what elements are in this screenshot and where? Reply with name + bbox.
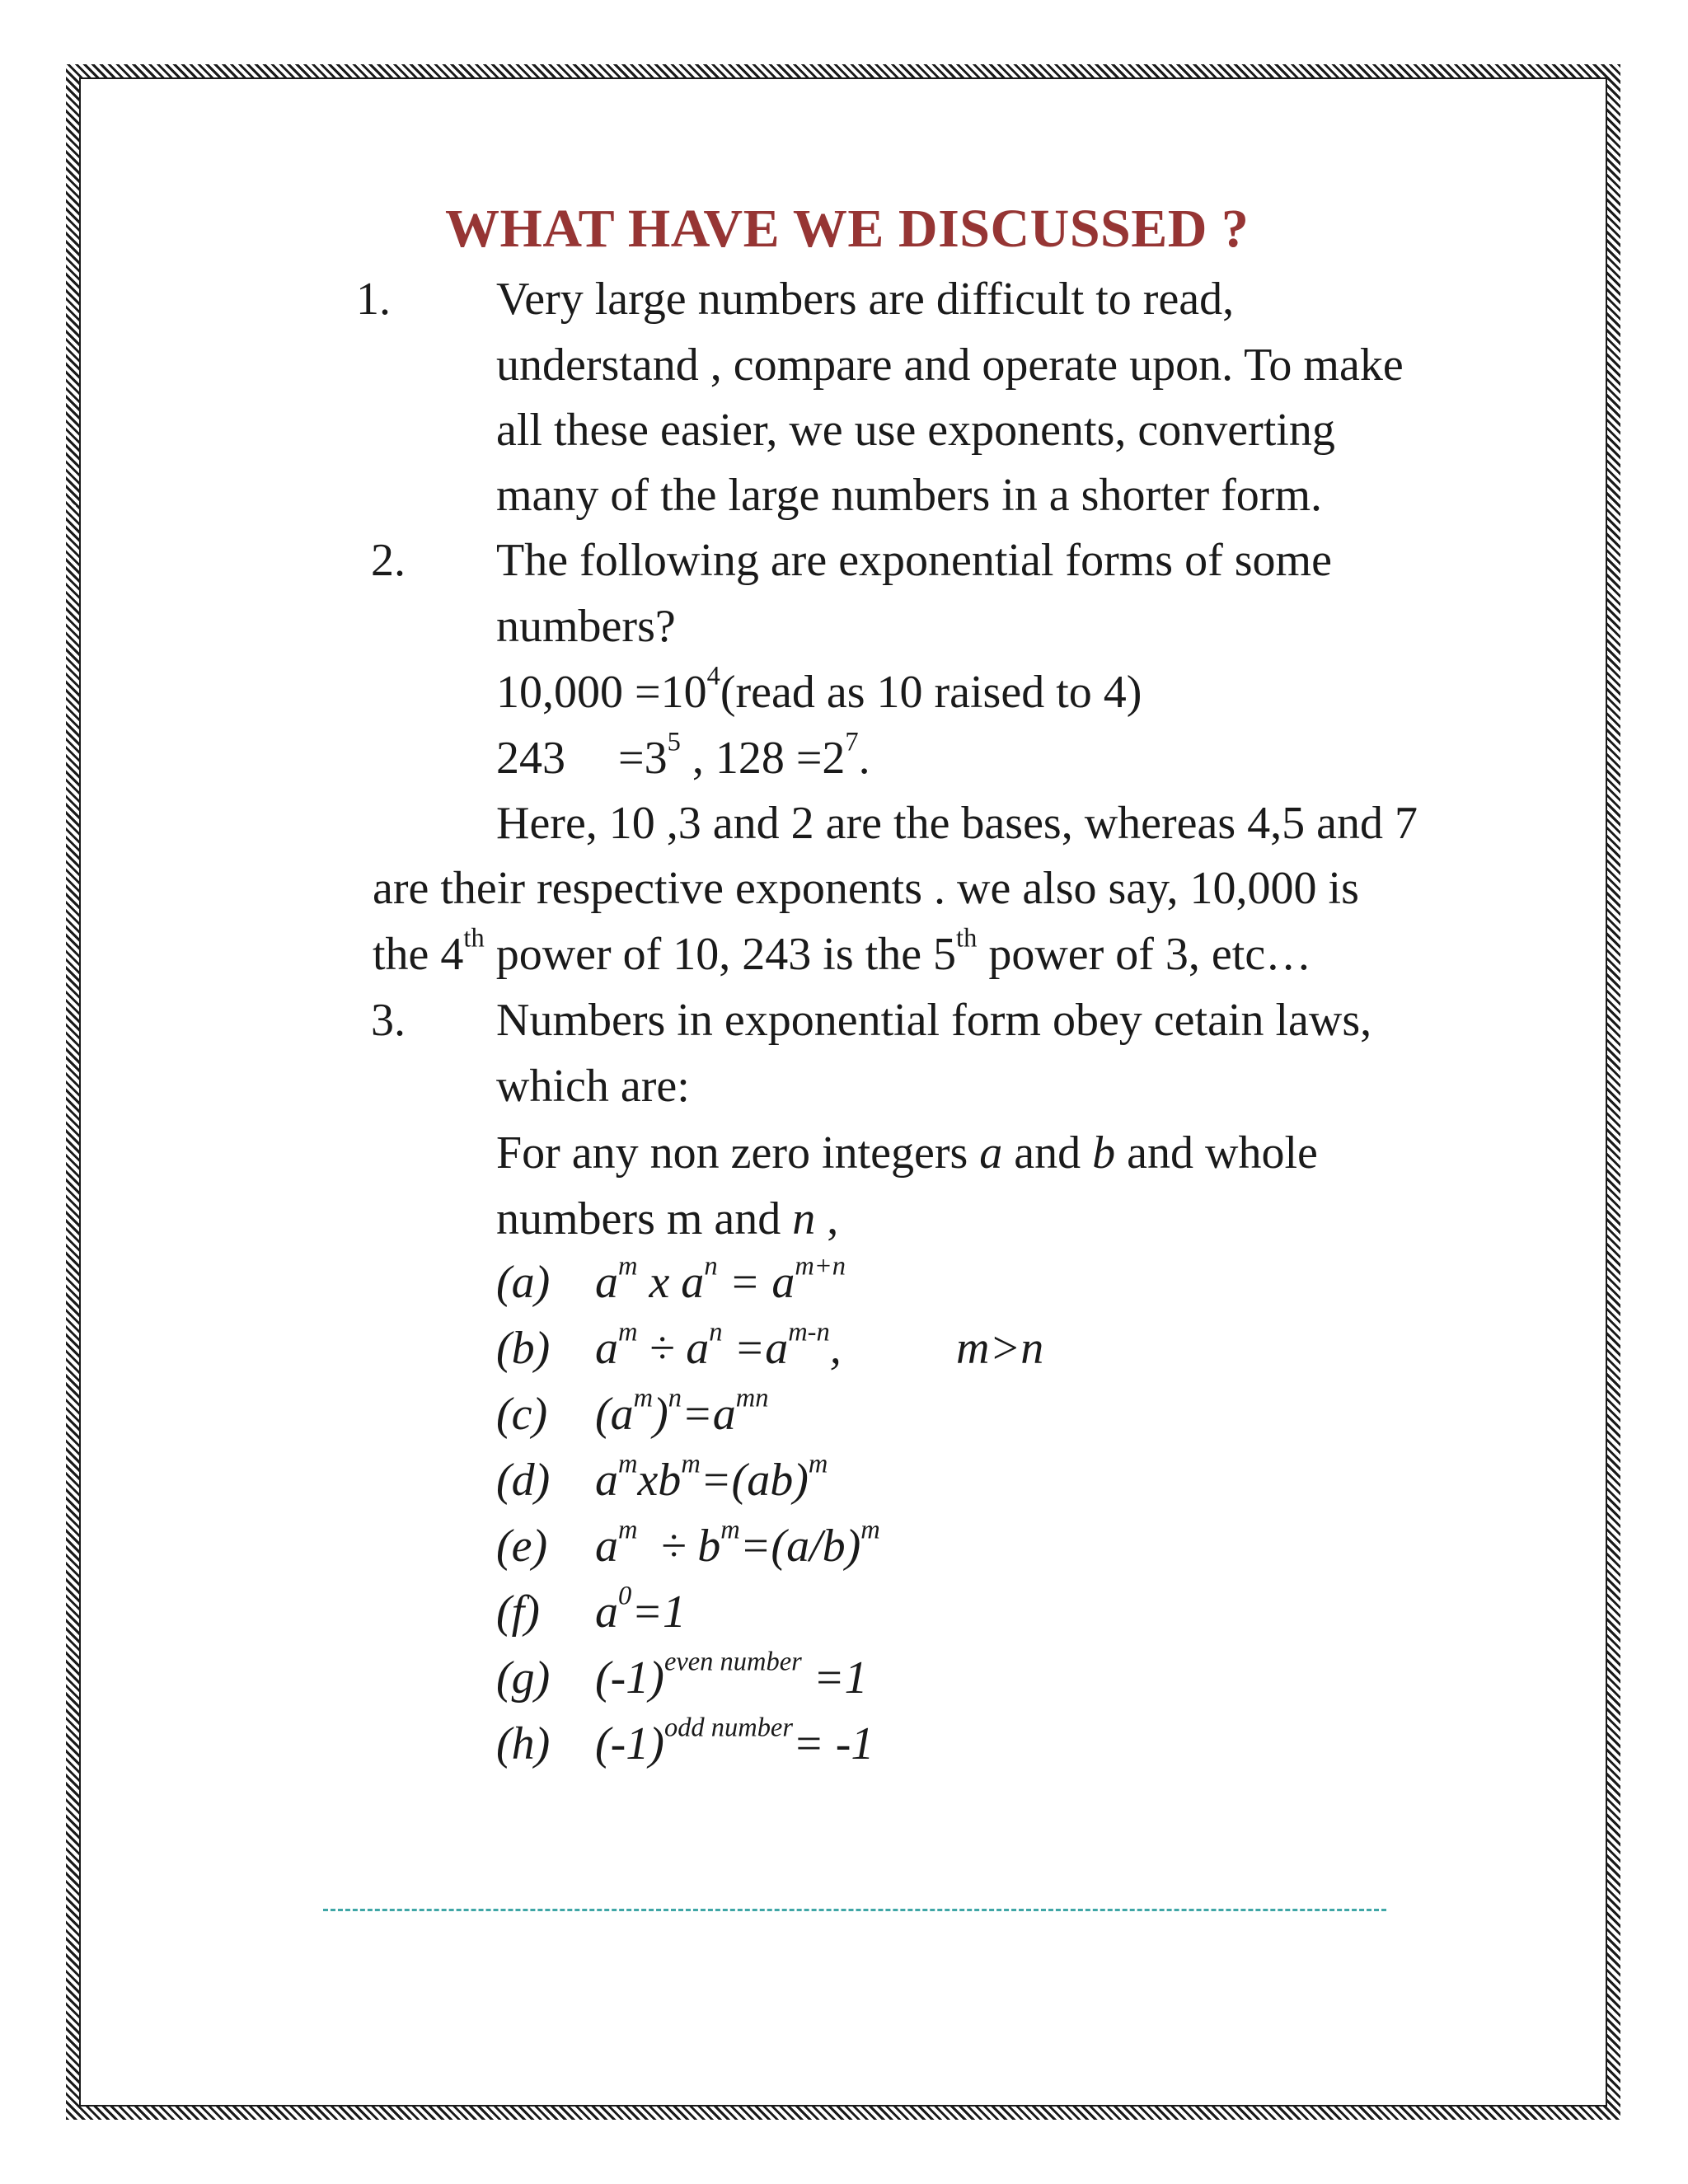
explanation-line-3: the 4th power of 10, 243 is the 5th power of 3, etc… — [373, 923, 1312, 980]
point-1-number: 1. — [356, 274, 391, 325]
point-3-line-2: which are: — [496, 1061, 690, 1112]
law-d: $a^mxb^m=(ab)^m$ — [595, 1449, 828, 1506]
point-2-line-1: The following are exponential forms of some — [496, 535, 1332, 586]
example-10000: $10,000 =10^4(read$ as 10 raised to 4) — [496, 661, 1142, 718]
law-b-label: (b) — [496, 1323, 551, 1374]
point-1-line-1: Very large numbers are difficult to read, — [496, 274, 1235, 325]
explanation-line-2: are their respective exponents . we also say, 10,000 is — [373, 863, 1359, 914]
dashed-divider — [323, 1909, 1386, 1911]
law-g-label: (g) — [496, 1652, 551, 1704]
point-3-number: 3. — [371, 995, 406, 1046]
law-e: $a^m \div b^m=(a/b)^m$ — [595, 1515, 880, 1572]
section-title: WHAT HAVE WE DISCUSSED ? — [445, 199, 1250, 259]
point-3-line-3: For any non zero integers a and b and whole — [496, 1127, 1318, 1179]
law-e-label: (e) — [496, 1521, 548, 1572]
point-3-line-1: Numbers in exponential form obey cetain laws, — [496, 995, 1372, 1046]
example-243-128: $243 =3^5$ , $128 =2^7$. — [496, 727, 870, 784]
point-2-line-2: numbers? — [496, 601, 676, 652]
point-3-line-4: numbers m and n , — [496, 1193, 839, 1244]
law-h-label: (h) — [496, 1718, 551, 1769]
law-f: $a^0=1$ — [595, 1581, 687, 1638]
point-1-line-4: many of the large numbers in a shorter form. — [496, 470, 1323, 521]
law-a: $a^m$ x $a^n = a^{m+n}$ — [595, 1251, 846, 1308]
law-b: $a^m \div a^n =a^{m-n}$, — [595, 1317, 842, 1374]
law-h: $(-1)^{odd number}= -1$ — [595, 1713, 874, 1769]
point-1-line-3: all these easier, we use exponents, converting — [496, 405, 1335, 456]
law-g: $(-1)^{even number} =1$ — [595, 1647, 868, 1704]
point-2-number: 2. — [371, 535, 406, 586]
point-1-line-2: understand , compare and operate upon. To make — [496, 340, 1404, 391]
law-b-condition: m>n — [956, 1323, 1044, 1374]
explanation-line-1: Here, 10 ,3 and 2 are the bases, whereas 4,5 and 7 — [496, 798, 1418, 849]
law-d-label: (d) — [496, 1455, 551, 1506]
law-a-label: (a) — [496, 1257, 551, 1308]
law-c-label: (c) — [496, 1389, 548, 1440]
law-f-label: (f) — [496, 1586, 540, 1638]
law-c: $(a^m)^n=a^{mn}$ — [595, 1383, 769, 1440]
